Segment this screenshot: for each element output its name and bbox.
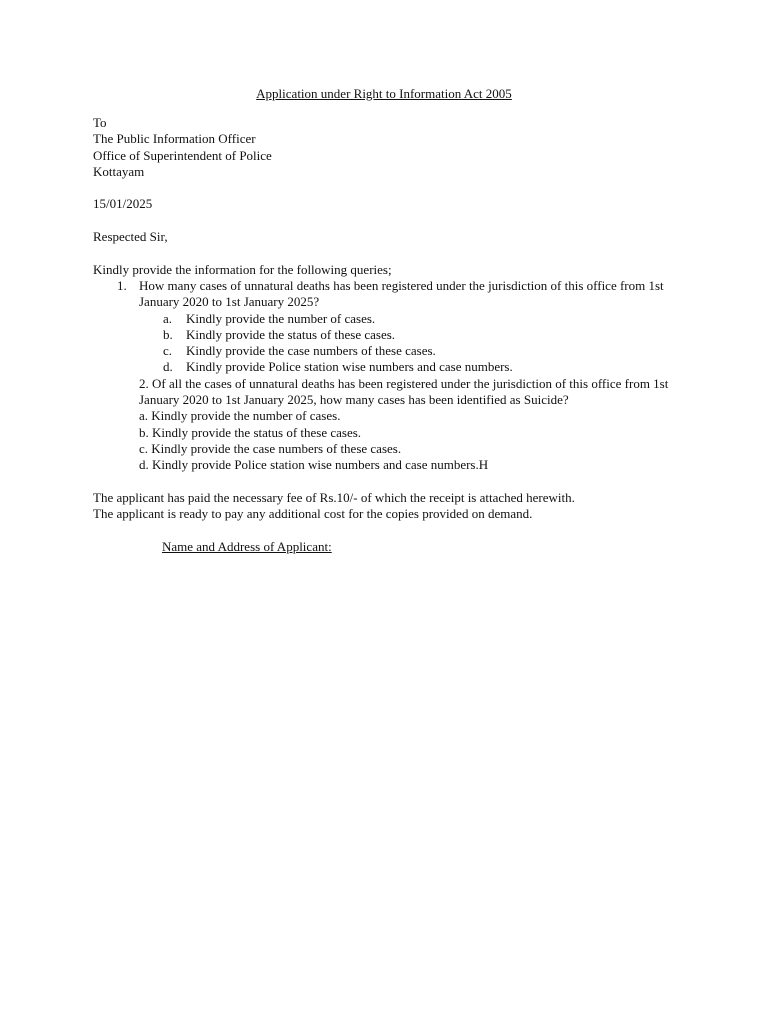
fee-statement: The applicant has paid the necessary fee of Rs.10/- of which the receipt is attached herewith. — [93, 489, 575, 505]
subitem-text: Kindly provide the case numbers of these cases. — [186, 343, 436, 359]
spacer — [93, 245, 673, 261]
address-line-2: Office of Superintendent of Police — [93, 147, 272, 163]
query-2-subitem-d: d. Kindly provide Police station wise numbers and case numbers.H — [139, 457, 489, 473]
address-line-3: Kottayam — [93, 163, 145, 179]
applicant-name-address-heading: Name and Address of Applicant: — [162, 538, 332, 554]
letter-date: 15/01/2025 — [93, 196, 153, 212]
subitem-letter: b. — [163, 326, 173, 342]
subitem-text: Kindly provide Police station wise numbers and case numbers. — [186, 359, 513, 375]
subitem-letter: a. — [163, 310, 173, 326]
query-1 — [93, 278, 673, 311]
query-1-line-2: January 2020 to 1st January 2025? — [139, 294, 320, 310]
subitem-letter: c. — [163, 343, 173, 359]
spacer — [93, 522, 673, 538]
subitem-text: Kindly provide the status of these cases. — [186, 326, 396, 342]
subitem-text: Kindly provide the number of cases. — [186, 310, 376, 326]
list-item — [93, 359, 673, 375]
salutation: Respected Sir, — [93, 229, 168, 245]
query-1-number: 1. — [117, 277, 127, 293]
spacer — [93, 213, 673, 229]
subitem-letter: d. — [163, 359, 173, 375]
query-2-line-1: 2. Of all the cases of unnatural deaths has been registered under the jurisdiction of this office from 1st — [139, 375, 669, 391]
query-1-subitems — [93, 311, 673, 376]
address-line-1: The Public Information Officer — [93, 131, 256, 147]
spacer — [93, 180, 673, 196]
query-2-subitem-b: b. Kindly provide the status of these cases. — [139, 424, 362, 440]
query-1-text — [139, 278, 673, 311]
address-to: To — [93, 115, 107, 130]
query-1-line-1: How many cases of unnatural deaths has been registered under the jurisdiction of this office from 1st — [139, 277, 664, 293]
query-2-subitem-a: a. Kindly provide the number of cases. — [139, 408, 341, 424]
spacer — [93, 474, 673, 490]
list-item — [93, 327, 673, 343]
query-2 — [93, 376, 673, 474]
list-item — [93, 311, 673, 327]
intro-line: Kindly provide the information for the following queries; — [93, 261, 392, 277]
query-2-line-2: January 2020 to 1st January 2025, how many cases has been identified as Suicide? — [139, 392, 569, 408]
cost-statement: The applicant is ready to pay any additional cost for the copies provided on demand. — [93, 506, 533, 522]
document-body — [93, 115, 673, 555]
list-item — [93, 343, 673, 359]
recipient-address — [93, 115, 673, 180]
query-2-subitem-c: c. Kindly provide the case numbers of these cases. — [139, 440, 402, 456]
document-title: Application under Right to Information Act 2005 — [256, 86, 512, 101]
